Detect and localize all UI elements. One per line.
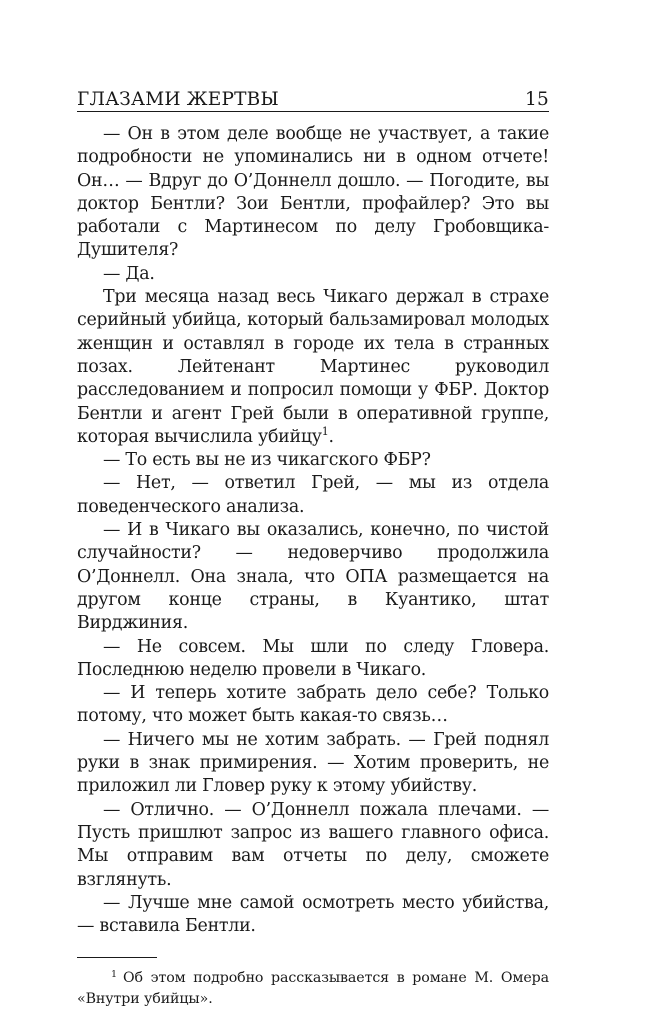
paragraph: — И в Чикаго вы оказались, конечно, по чистой случайности? — недоверчиво продолжила О’Доннелл. Она знала, что ОПА размещается на другом конце страны, в Куантико, штат Вирджиния.: [77, 520, 549, 634]
paragraph-text: Три месяца назад весь Чикаго держал в страхе серийный убийца, который бальзамировал молодых женщин и оставлял в городе их тела в странных позах. Лейтенант Мартинес руководил расследованием и попросил помощи у ФБР. Доктор Бентли и агент Грей были в оперативной группе, которая вычислила убийцу: [77, 287, 549, 447]
paragraph: [77, 286, 549, 449]
paragraph: — Отлично. — О’Доннелл пожала плечами. — Пусть пришлют запрос из вашего главного офиса. Мы отправим вам отчеты по делу, сможете взглянуть.: [77, 799, 549, 890]
paragraph: — Он в этом деле вообще не участвует, а такие подробности не упоминались ни в одном отчете! Он… — Вдруг до О’Доннелл дошло. — Погодите, вы доктор Бентли? Зои Бентли, профайлер? Это вы работали с Мартинесом по делу Гробовщика-Душителя?: [77, 124, 549, 261]
paragraph: — Да.: [103, 263, 155, 284]
book-page: [77, 84, 549, 1010]
paragraph-end-punct: .: [328, 426, 334, 447]
paragraph: — Не совсем. Мы шли по следу Гловера. Последнюю неделю провели в Чикаго.: [77, 636, 549, 680]
footnote-marker: 1: [111, 968, 117, 980]
footnote: [77, 968, 549, 1010]
running-header: [77, 84, 549, 112]
paragraph: — Лучше мне самой осмотреть место убийства, — вставила Бентли.: [77, 892, 549, 937]
running-title: ГЛАЗАМИ ЖЕРТВЫ: [77, 89, 279, 110]
paragraph: — То есть вы не из чикагского ФБР?: [103, 450, 431, 471]
page-number: 15: [525, 89, 549, 110]
footnote-reference: 1: [321, 425, 329, 439]
paragraph: — И теперь хотите забрать дело себе? Только потому, что может быть какая-то связь…: [77, 683, 549, 727]
body-text: [77, 123, 549, 938]
footnote-text: Об этом подробно рассказывается в романе М. Омера «Внутри убийцы».: [77, 970, 549, 1008]
footnote-divider: [77, 957, 157, 958]
paragraph: — Ничего мы не хотим забрать. — Грей поднял руки в знак примирения. — Хотим проверить, не приложил ли Гловер руку к этому убийству.: [77, 729, 549, 797]
paragraph: — Нет, — ответил Грей, — мы из отдела поведенческого анализа.: [77, 473, 549, 517]
